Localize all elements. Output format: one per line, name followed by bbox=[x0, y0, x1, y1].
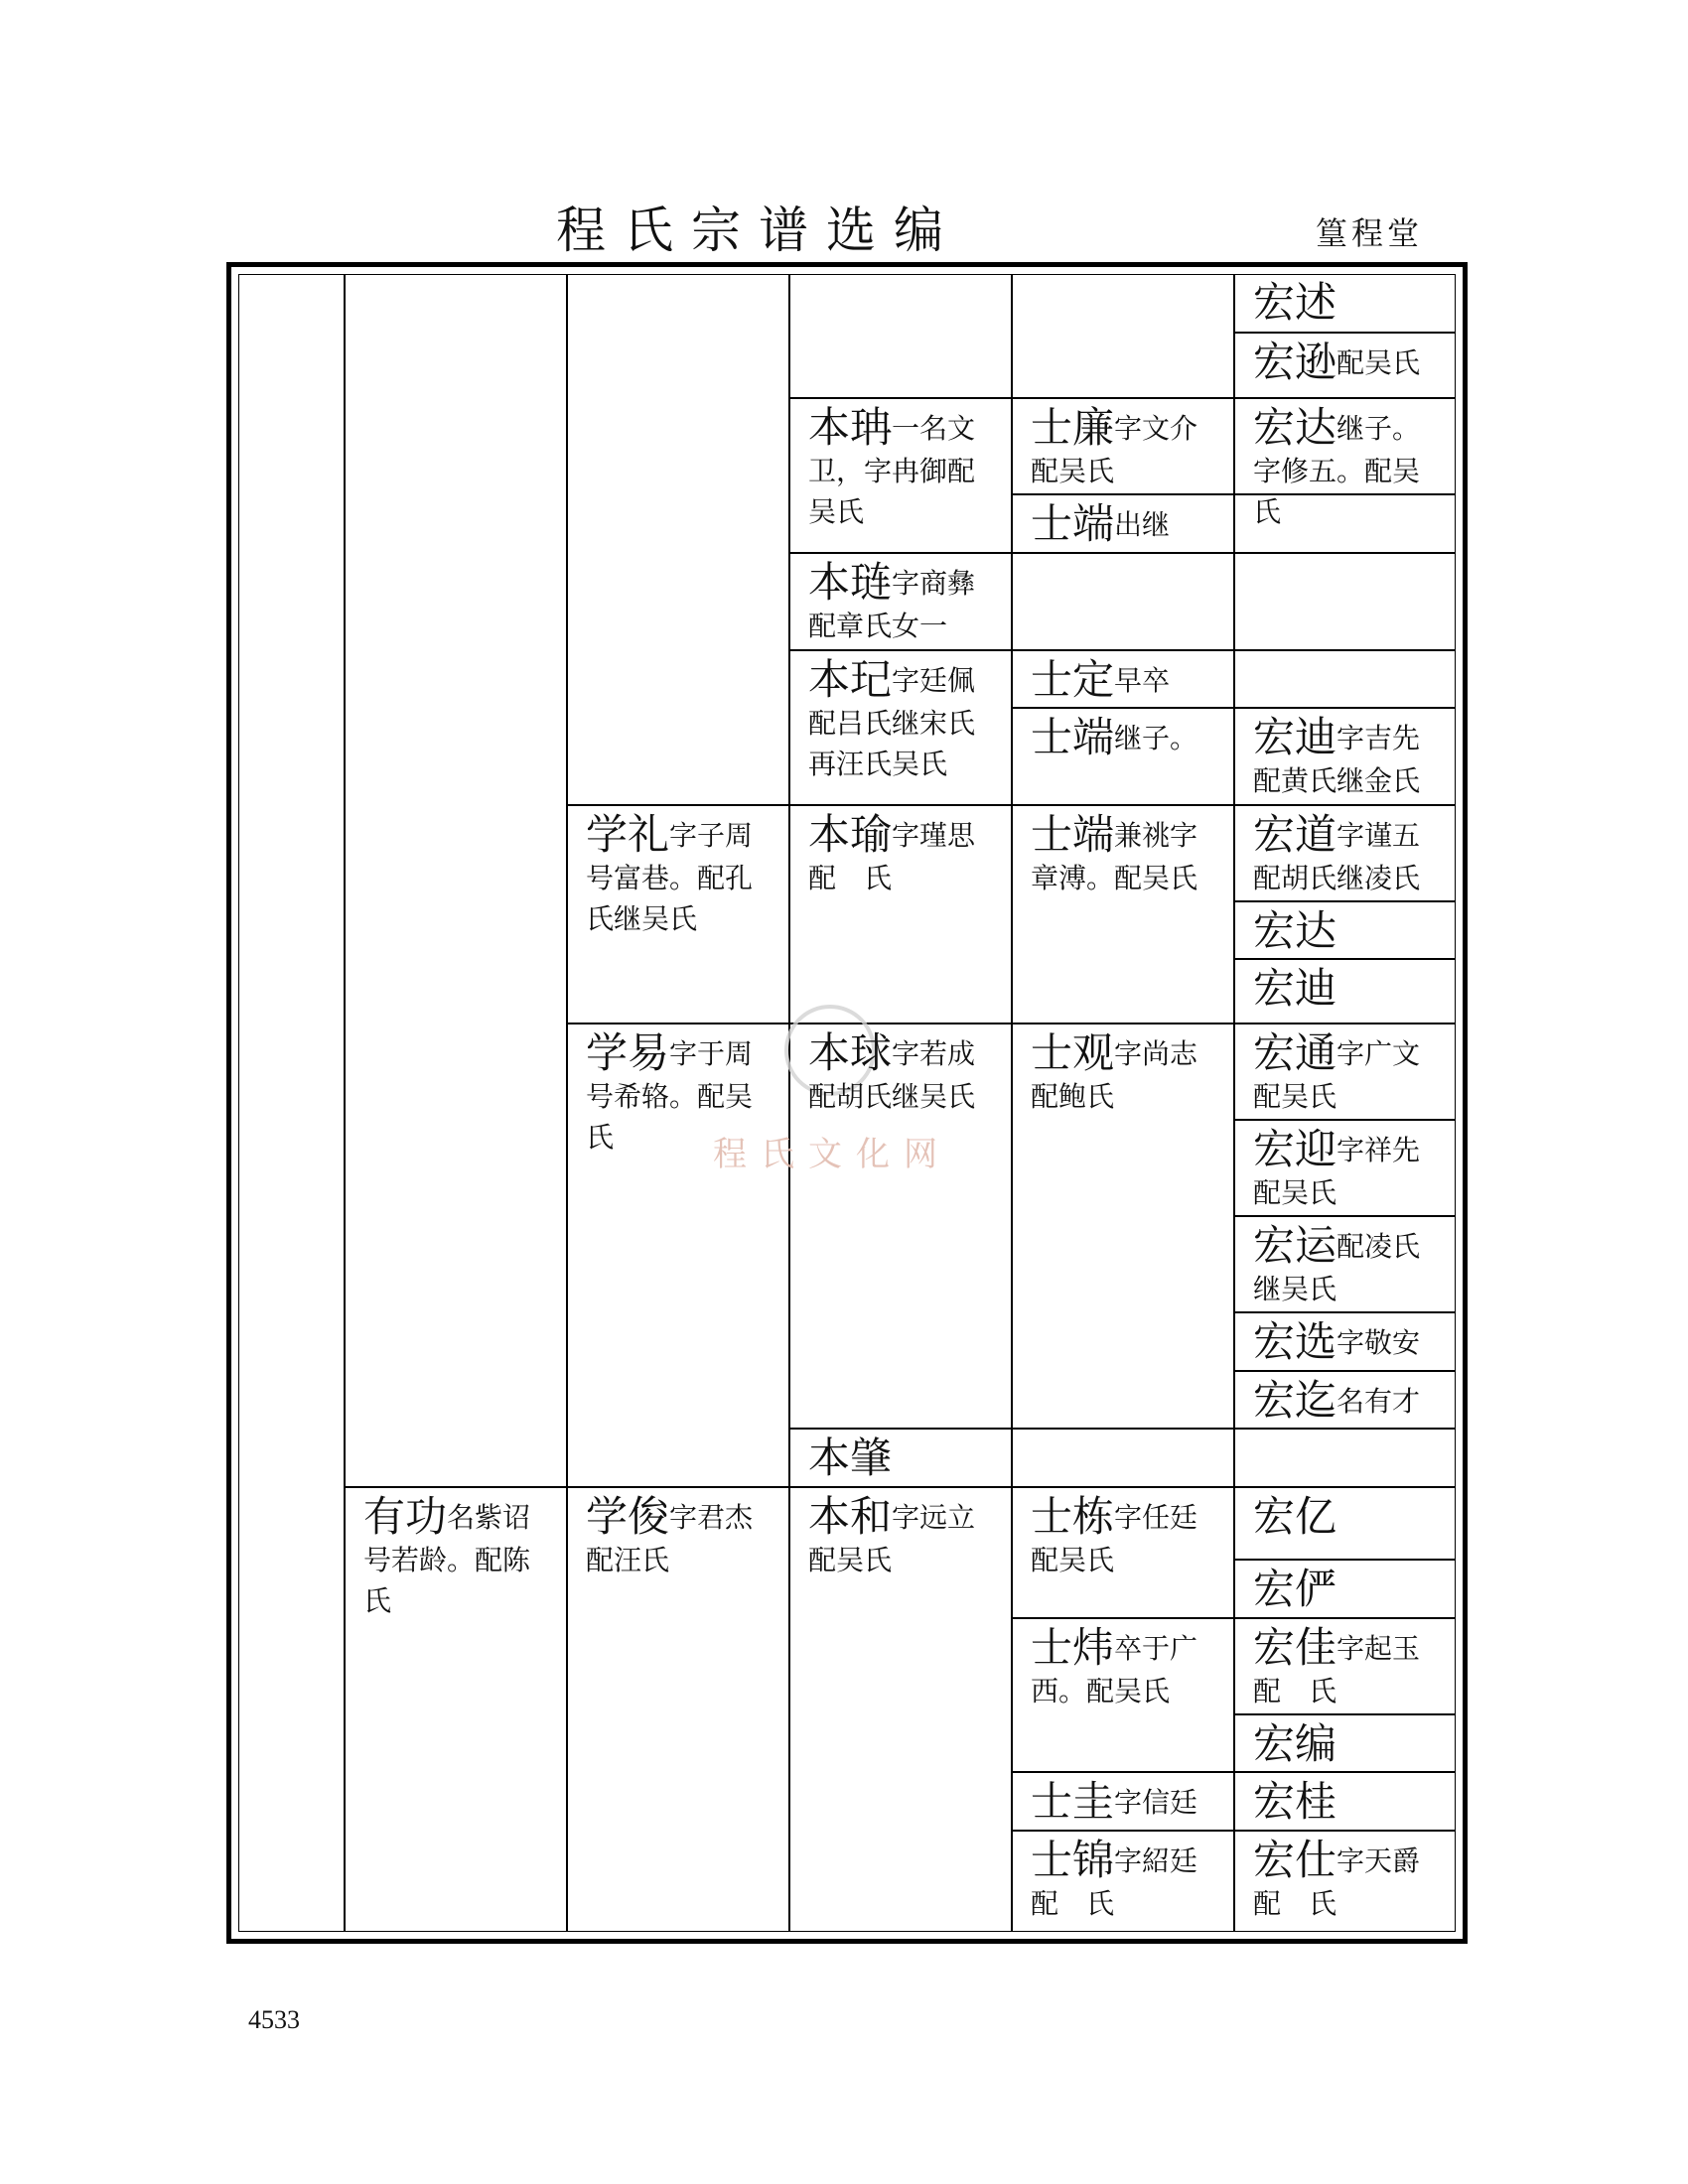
entry-note: 字商彝配章氏女一 bbox=[808, 567, 976, 642]
genealogy-entry bbox=[1253, 1319, 1442, 1365]
genealogy-entry bbox=[808, 657, 997, 784]
entry-note: 字远立配吴氏 bbox=[808, 1501, 976, 1576]
entry-note: 字广文配吴氏 bbox=[1253, 1037, 1421, 1113]
genealogy-entry bbox=[586, 1494, 774, 1580]
row-divider bbox=[1233, 1311, 1456, 1313]
entry-note: 字吉先配黄氏继金氏 bbox=[1253, 722, 1421, 797]
entry-note: 字天爵配 氏 bbox=[1253, 1844, 1421, 1920]
genealogy-entry bbox=[808, 405, 997, 532]
row-divider bbox=[1011, 1617, 1456, 1619]
row-divider bbox=[1233, 958, 1456, 960]
entry-note: 出继 bbox=[1114, 508, 1171, 541]
entry-name: 宏达 bbox=[1253, 906, 1337, 955]
column-divider bbox=[1011, 274, 1013, 1932]
entry-name: 宏迄 bbox=[1253, 1376, 1337, 1425]
genealogy-entry bbox=[586, 812, 774, 939]
entry-name: 士观 bbox=[1031, 1028, 1115, 1077]
genealogy-entry bbox=[363, 1494, 552, 1621]
entry-note: 字君杰配汪氏 bbox=[586, 1501, 754, 1576]
row-divider bbox=[1233, 1713, 1456, 1715]
entry-name: 宏佳 bbox=[1253, 1623, 1337, 1672]
genealogy-entry bbox=[1031, 1030, 1219, 1117]
row-divider bbox=[344, 1486, 1456, 1488]
entry-name: 宏逊 bbox=[1253, 338, 1337, 386]
row-divider bbox=[1233, 1370, 1456, 1372]
entry-name: 士栋 bbox=[1031, 1492, 1115, 1541]
genealogy-entry bbox=[1253, 1127, 1442, 1213]
page-number: 4533 bbox=[248, 2005, 300, 2034]
entry-name: 士圭 bbox=[1031, 1777, 1115, 1826]
entry-name: 士炜 bbox=[1031, 1623, 1115, 1672]
entry-name: 宏达 bbox=[1253, 403, 1337, 452]
entry-name: 宏俨 bbox=[1253, 1565, 1337, 1613]
entry-name: 宏编 bbox=[1253, 1719, 1337, 1768]
entry-name: 士端 bbox=[1031, 810, 1115, 859]
hall-name: 篁程堂 bbox=[1316, 214, 1424, 252]
entry-name: 本球 bbox=[808, 1028, 893, 1077]
entry-name: 宏选 bbox=[1253, 1317, 1337, 1366]
genealogy-entry bbox=[1253, 812, 1442, 898]
entry-name: 本玘 bbox=[808, 655, 893, 704]
entry-note: 继子。字修五。配吴氏 bbox=[1253, 412, 1421, 528]
entry-note: 字文介配吴氏 bbox=[1031, 412, 1198, 487]
row-divider bbox=[788, 397, 1456, 399]
entry-note: 字起玉配 氏 bbox=[1253, 1632, 1421, 1707]
genealogy-entry bbox=[1031, 1625, 1219, 1711]
column-divider bbox=[566, 274, 568, 1932]
entry-name: 士端 bbox=[1031, 713, 1115, 761]
row-divider bbox=[1011, 493, 1233, 495]
entry-note: 名有才 bbox=[1336, 1385, 1421, 1418]
entry-note: 名紫诏号若龄。配陈氏 bbox=[363, 1501, 531, 1617]
entry-name: 宏桂 bbox=[1253, 1777, 1337, 1826]
entry-name: 士廉 bbox=[1031, 403, 1115, 452]
row-divider bbox=[1233, 900, 1456, 902]
entry-name: 学易 bbox=[586, 1028, 670, 1077]
entry-name: 宏亿 bbox=[1253, 1492, 1337, 1541]
column-divider bbox=[1233, 274, 1235, 1932]
entry-name: 宏道 bbox=[1253, 810, 1337, 859]
genealogy-entry bbox=[1253, 1030, 1442, 1117]
row-divider bbox=[1233, 1119, 1456, 1121]
genealogy-entry bbox=[808, 1494, 997, 1580]
genealogy-entry bbox=[1253, 1567, 1442, 1612]
genealogy-entry bbox=[1031, 812, 1219, 898]
entry-name: 学礼 bbox=[586, 810, 670, 859]
genealogy-entry bbox=[1253, 908, 1442, 954]
entry-name: 宏迪 bbox=[1253, 713, 1337, 761]
entry-name: 有功 bbox=[363, 1492, 448, 1541]
entry-name: 士端 bbox=[1031, 499, 1115, 548]
row-divider bbox=[788, 1428, 1456, 1430]
row-divider bbox=[788, 552, 1456, 554]
entry-name: 本瑜 bbox=[808, 810, 893, 859]
row-divider bbox=[1233, 1215, 1456, 1217]
entry-note: 字谨五配胡氏继凌氏 bbox=[1253, 819, 1421, 894]
genealogy-entry bbox=[1253, 715, 1442, 801]
row-divider bbox=[1011, 1830, 1456, 1832]
genealogy-entry bbox=[808, 560, 997, 646]
genealogy-entry bbox=[1031, 1494, 1219, 1580]
entry-note: 字信廷 bbox=[1114, 1786, 1198, 1819]
genealogy-entry bbox=[1253, 1378, 1442, 1424]
entry-name: 本肇 bbox=[808, 1433, 893, 1482]
genealogy-entry bbox=[1031, 715, 1219, 760]
genealogy-entry bbox=[808, 1030, 997, 1117]
entry-note: 字敬安 bbox=[1336, 1326, 1421, 1359]
entry-name: 宏迪 bbox=[1253, 964, 1337, 1013]
genealogy-entry bbox=[1253, 405, 1442, 532]
entry-note: 配吴氏 bbox=[1336, 346, 1421, 379]
row-divider bbox=[1011, 1771, 1456, 1773]
genealogy-entry bbox=[808, 812, 997, 898]
page-title: 程氏宗谱选编 bbox=[556, 202, 961, 259]
entry-note: 字瑾思配 氏 bbox=[808, 819, 976, 894]
row-divider bbox=[566, 804, 1456, 806]
entry-note: 一名文卫，字冉御配吴氏 bbox=[808, 412, 976, 528]
genealogy-entry bbox=[1253, 966, 1442, 1012]
entry-note: 卒于广西。配吴氏 bbox=[1031, 1632, 1198, 1707]
entry-name: 宏述 bbox=[1253, 278, 1337, 327]
genealogy-entry bbox=[1253, 280, 1442, 326]
entry-note: 兼祧字章溥。配吴氏 bbox=[1031, 819, 1198, 894]
genealogy-entry bbox=[1253, 1721, 1442, 1767]
entry-note: 配凌氏继吴氏 bbox=[1253, 1230, 1421, 1305]
genealogy-entry bbox=[1253, 1625, 1442, 1711]
column-divider bbox=[344, 274, 346, 1932]
entry-name: 士锦 bbox=[1031, 1836, 1115, 1884]
genealogy-entry bbox=[1031, 1838, 1219, 1924]
entry-note: 字若成配胡氏继吴氏 bbox=[808, 1037, 976, 1113]
genealogy-entry bbox=[1253, 1494, 1442, 1540]
row-divider bbox=[1233, 332, 1456, 334]
entry-note: 字廷佩配吕氏继宋氏再汪氏吴氏 bbox=[808, 664, 976, 780]
genealogy-entry bbox=[1253, 1779, 1442, 1825]
genealogy-entry bbox=[586, 1030, 774, 1158]
entry-name: 本珃 bbox=[808, 403, 893, 452]
entry-note: 继子。 bbox=[1114, 722, 1198, 754]
entry-name: 士定 bbox=[1031, 655, 1115, 704]
entry-name: 宏运 bbox=[1253, 1221, 1337, 1270]
entry-note: 字祥先配吴氏 bbox=[1253, 1134, 1421, 1209]
genealogy-entry bbox=[1253, 340, 1442, 385]
row-divider bbox=[788, 649, 1456, 651]
genealogy-entry bbox=[1031, 501, 1219, 547]
entry-name: 宏迎 bbox=[1253, 1125, 1337, 1173]
genealogy-entry bbox=[1253, 1838, 1442, 1924]
genealogy-entry bbox=[1031, 1779, 1219, 1825]
entry-name: 学俊 bbox=[586, 1492, 670, 1541]
genealogy-entry bbox=[808, 1435, 997, 1481]
entry-name: 本琏 bbox=[808, 558, 893, 607]
entry-name: 本和 bbox=[808, 1492, 893, 1541]
row-divider bbox=[566, 1023, 1456, 1024]
entry-note: 字任廷配吴氏 bbox=[1031, 1501, 1198, 1576]
column-divider bbox=[788, 274, 790, 1932]
entry-note: 字尚志配鲍氏 bbox=[1031, 1037, 1198, 1113]
entry-name: 宏仕 bbox=[1253, 1836, 1337, 1884]
genealogy-entry bbox=[1031, 657, 1219, 703]
entry-name: 宏通 bbox=[1253, 1028, 1337, 1077]
entry-note: 字紹廷配 氏 bbox=[1031, 1844, 1198, 1920]
genealogy-entry bbox=[1253, 1223, 1442, 1309]
entry-note: 字于周号希辂。配吴氏 bbox=[586, 1037, 754, 1154]
row-divider bbox=[1233, 1559, 1456, 1561]
row-divider bbox=[1011, 707, 1456, 709]
entry-note: 早卒 bbox=[1114, 664, 1171, 697]
watermark-text: 程氏文化网 bbox=[713, 1135, 951, 1174]
genealogy-entry bbox=[1031, 405, 1219, 491]
entry-note: 字子周号富巷。配孔氏继吴氏 bbox=[586, 819, 754, 935]
